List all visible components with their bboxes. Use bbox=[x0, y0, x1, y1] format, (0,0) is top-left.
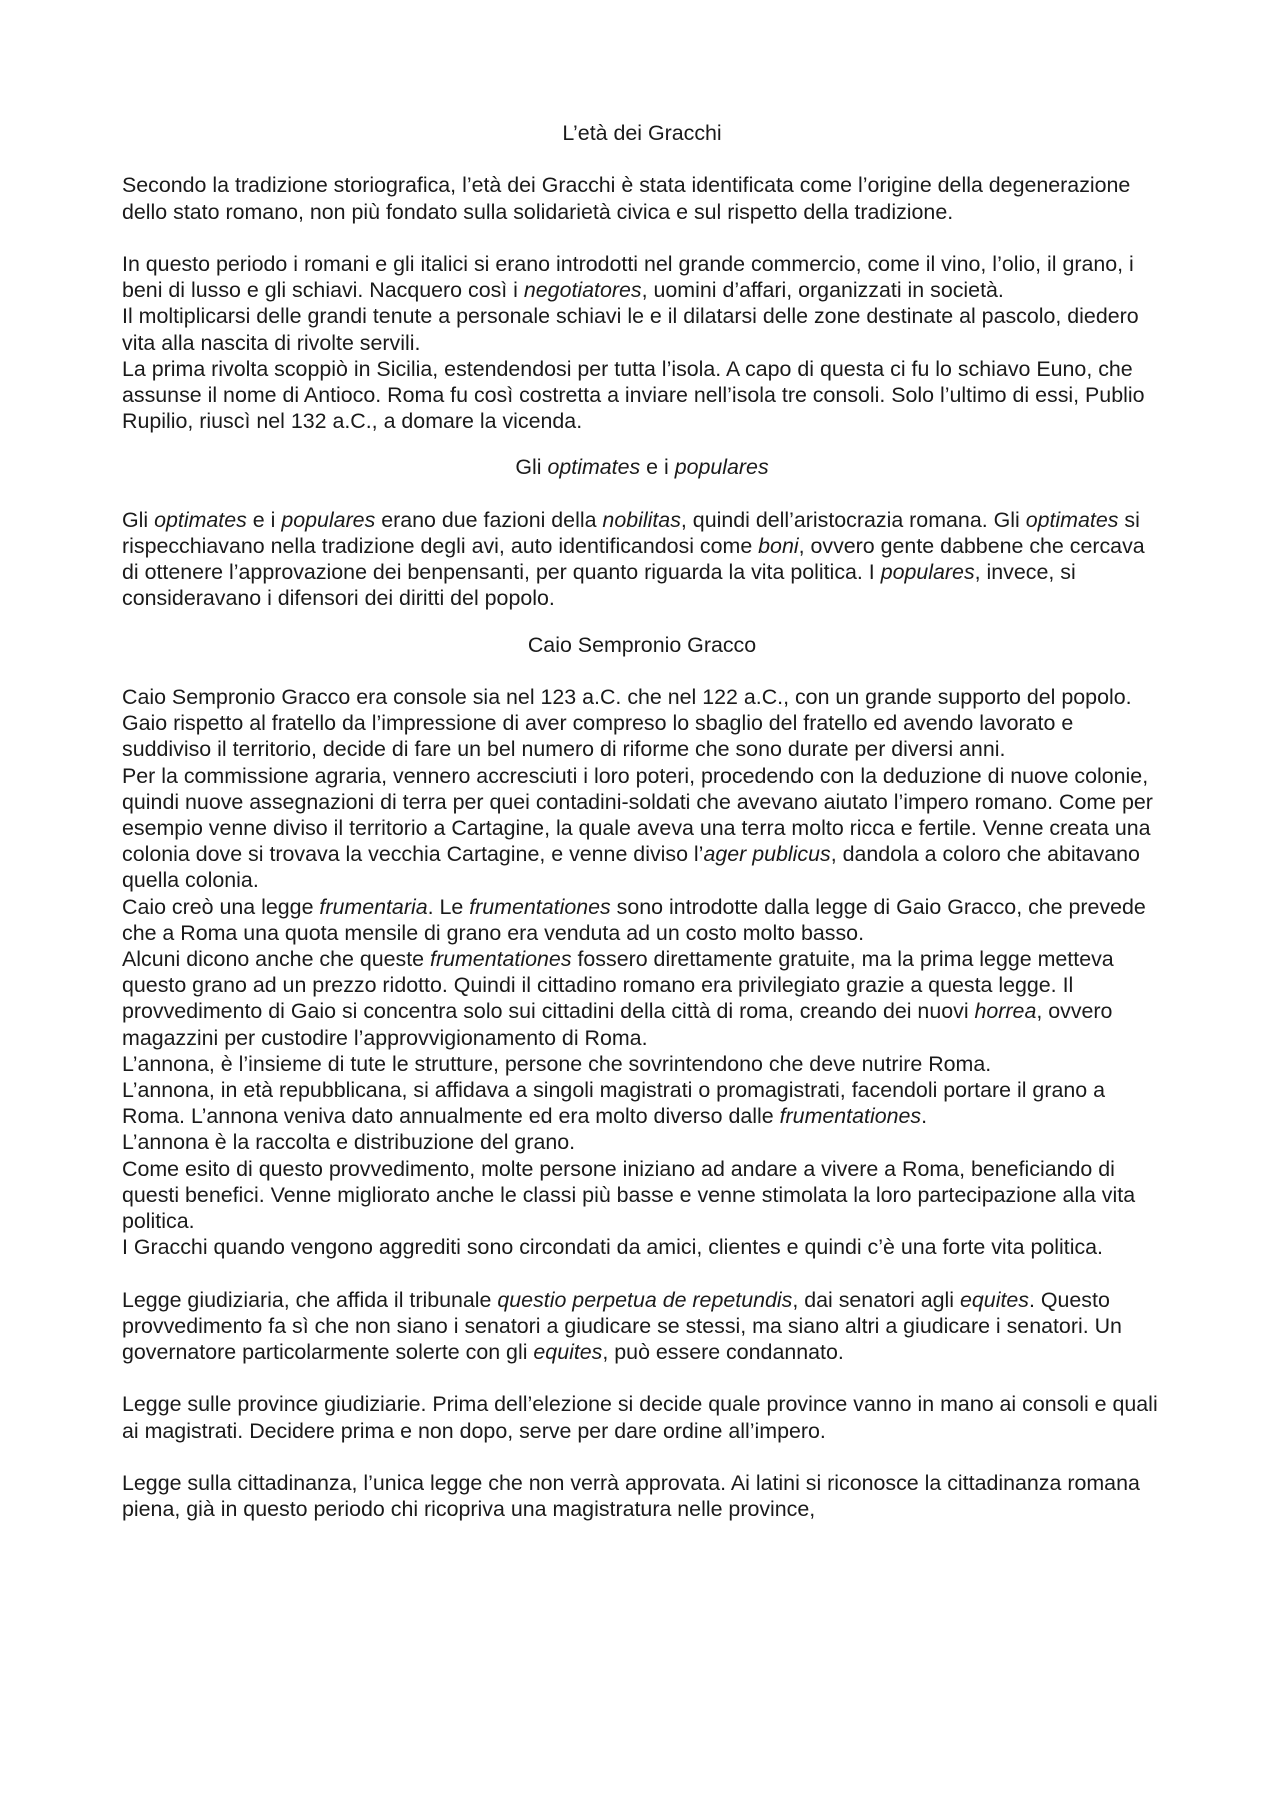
paragraph-commissione-agraria: Per la commissione agraria, vennero accresciuti i loro poteri, procedendo con la deduzione di nuove colonie, quindi nuove assegnazioni di terra per quei contadini-soldati che avevano aiutato l’impero romano. Come per esempio venne diviso il territorio a Cartagine, la quale aveva una terra molto ricca e fertile. Venne creata una colonia dove si trovava la vecchia Cartagine, e venne diviso l’ager publicus, dandola a coloro che abitavano quella colonia. bbox=[122, 763, 1153, 893]
paragraph-annona-repubblicana: L’annona, in età repubblicana, si affidava a singoli magistrati o promagistrati, facendoli portare il grano a Roma. L’annona veniva dato annualmente ed era molto diverso dalle frumentationes. bbox=[122, 1078, 1105, 1129]
paragraph-legge-giudiziaria: Legge giudiziaria, che affida il tribunale questio perpetua de repetundis, dai senatori agli equites. Questo provvedimento fa sì che non siano i senatori a giudicare se stessi, ma siano altri a giudicare i senatori. Un governatore particolarmente solerte con gli equites, può essere condannato. bbox=[122, 1287, 1122, 1365]
document-page bbox=[122, 120, 1162, 1522]
paragraph-frumentationes: Alcuni dicono anche che queste frumentationes fossero direttamente gratuite, ma la prima legge metteva questo grano ad un prezzo ridotto. Quindi il cittadino romano era privilegiato grazie a questa legge. Il provvedimento di Gaio si concentra solo sui cittadini della città di roma, creando dei nuovi horrea, ovvero magazzini per custodire l’approvvigionamento di Roma. bbox=[122, 947, 1114, 1050]
document-title: L’età dei Gracchi bbox=[562, 121, 722, 145]
paragraph-commercio: In questo periodo i romani e gli italici si erano introdotti nel grande commercio, come il vino, l’olio, il grano, i beni di lusso e gli schiavi. Nacquero così i negotiatores, uomini d’affari, organizzati in società. bbox=[122, 251, 1134, 303]
paragraph-legge-cittadinanza: Legge sulla cittadinanza, l’unica legge che non verrà approvata. Ai latini si riconosce la cittadinanza romana piena, già in questo periodo chi ricopriva una magistratura nelle province, bbox=[122, 1471, 1140, 1522]
paragraph-legge-province: Legge sulle province giudiziarie. Prima dell’elezione si decide quale province vanno in mano ai consoli e quali ai magistrati. Decidere prima e non dopo, serve per dare ordine all’impero. bbox=[122, 1392, 1158, 1443]
paragraph-annona-definizione: L’annona, è l’insieme di tute le strutture, persone che sovrintendono che deve nutrire Roma. bbox=[122, 1051, 992, 1076]
paragraph-gracchi-aggrediti: I Gracchi quando vengono aggrediti sono circondati da amici, clientes e quindi c’è una forte vita politica. bbox=[122, 1235, 1103, 1260]
paragraph-tenute: Il moltiplicarsi delle grandi tenute a personale schiavi le e il dilatarsi delle zone destinate al pascolo, diedero vita alla nascita di rivolte servili. bbox=[122, 304, 1139, 355]
paragraph-esito: Come esito di questo provvedimento, molte persone iniziano ad andare a vivere a Roma, beneficiando di questi benefici. Venne migliorato anche le classi più basse e venne stimolata la loro partecipazione alla vita politica. bbox=[122, 1156, 1136, 1234]
paragraph-factions: Gli optimates e i populares erano due fazioni della nobilitas, quindi dell’aristocrazia romana. Gli optimates si rispecchiavano nella tradizione degli avi, auto identificandosi come boni, ovvero gente dabbene che cercava di ottenere l’approvazione dei benpensanti, per quanto riguarda la vita politica. I populares, invece, si consideravano i difensori dei diritti del popolo. bbox=[122, 507, 1145, 611]
paragraph-annona-raccolta: L’annona è la raccolta e distribuzione del grano. bbox=[122, 1130, 576, 1155]
paragraph-rivolta: La prima rivolta scoppiò in Sicilia, estendendosi per tutta l’isola. A capo di questa ci fu lo schiavo Euno, che assunse il nome di Antioco. Roma fu così costretta a inviare nell’isola tre consoli. Solo l’ultimo di essi, Publio Rupilio, riuscì nel 132 a.C., a domare la vicenda. bbox=[122, 356, 1145, 434]
heading-optimates-populares: Gli optimates e i populares bbox=[515, 455, 769, 480]
paragraph-caio-console: Caio Sempronio Gracco era console sia nel 123 a.C. che nel 122 a.C., con un grande supporto del popolo. Gaio rispetto al fratello da l’impressione di aver compreso lo sbaglio del fratello ed avendo lavorato e suddiviso il territorio, decide di fare un bel numero di riforme che sono durate per diversi anni. bbox=[122, 685, 1132, 762]
heading-caio-sempronio-gracco: Caio Sempronio Gracco bbox=[527, 632, 757, 657]
paragraph-intro: Secondo la tradizione storiografica, l’età dei Gracchi è stata identificata come l’origine della degenerazione dello stato romano, non più fondato sulla solidarietà civica e sul rispetto della tradizione. bbox=[122, 173, 1131, 224]
paragraph-legge-frumentaria: Caio creò una legge frumentaria. Le frumentationes sono introdotte dalla legge di Gaio Gracco, che prevede che a Roma una quota mensile di grano era venduta ad un costo molto basso. bbox=[122, 894, 1146, 945]
